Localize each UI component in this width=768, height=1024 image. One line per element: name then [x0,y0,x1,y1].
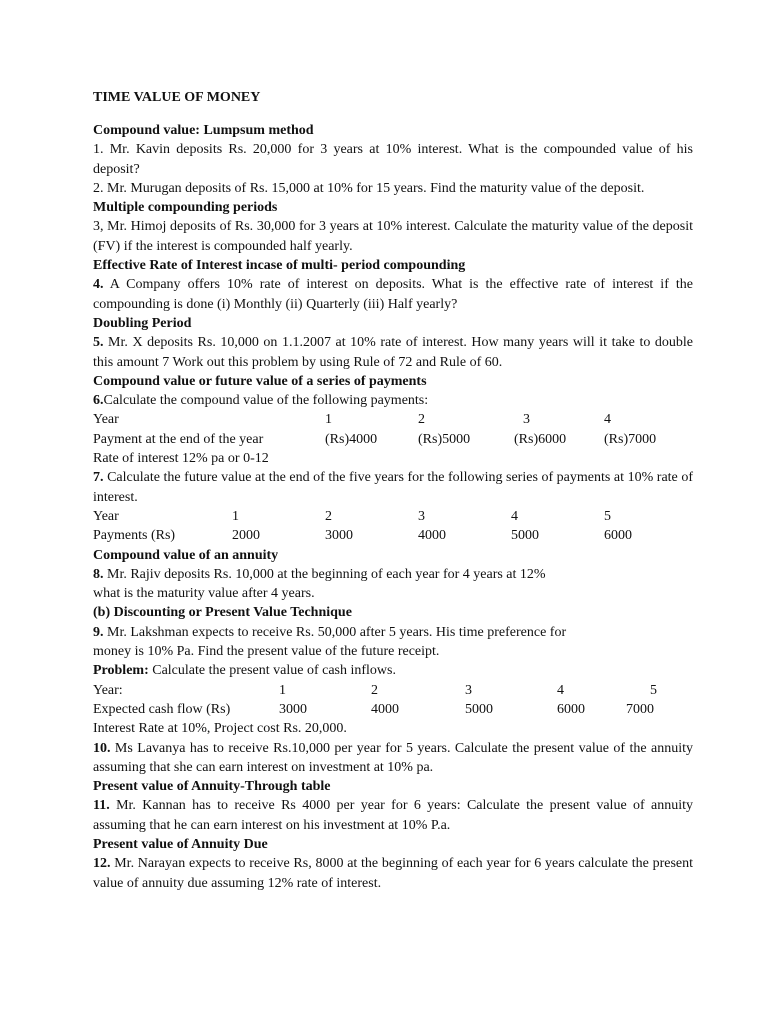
table-cell: 3 [418,508,425,524]
table-cell: Expected cash flow (Rs) [93,701,231,717]
question-6 [93,391,693,410]
table-cell: 7000 [626,701,654,717]
table-cell: 5 [604,508,611,524]
table-cell: 3000 [325,528,353,544]
question-5-number: 5. [93,335,104,351]
question-8-line-2: what is the maturity value after 4 years. [93,586,315,602]
heading-effective-rate: Effective Rate of Interest incase of multi- period compounding [93,258,466,274]
table-cell: 2 [418,412,425,428]
question-8-line-1 [93,565,693,584]
table-cell: Payment at the end of the year [93,431,264,447]
rate-of-interest-note: Rate of interest 12% pa or 0-12 [93,451,269,467]
question-9-line-1 [93,623,693,642]
table-cell: (Rs)4000 [325,431,378,447]
table-cell: (Rs)6000 [514,431,567,447]
question-9-number: 9. [93,624,104,640]
table-cell: 1 [232,508,239,524]
table-cell: 2 [371,682,378,698]
question-6-text: Calculate the compound value of the following payments: [103,393,429,409]
table-cell: 4000 [371,701,399,717]
table-cell: 4000 [418,528,446,544]
question-7-number: 7. [93,470,104,486]
table-cell: 6000 [604,528,632,544]
table-problem-row-cashflow [93,700,693,719]
table-cell: 1 [279,682,286,698]
question-5-text: Mr. X deposits Rs. 10,000 on 1.1.2007 at 10% rate of interest. How many years will it take to double this amount 7 Work out this problem by using Rule of 72 and Rule of 60. [93,335,693,370]
table-7-row-payments [93,526,693,545]
question-12-number: 12. [93,856,111,872]
question-5 [93,333,693,372]
question-12-text: Mr. Narayan expects to receive Rs, 8000 at the beginning of each year for 6 years calculate the present value of annuity due assuming 12% rate of interest. [93,856,693,891]
table-cell: Payments (Rs) [93,528,176,544]
table-cell: Year [93,412,119,428]
table-6-row-payment [93,430,693,449]
document-body [93,88,693,893]
question-9-line-2: money is 10% Pa. Find the present value of the future receipt. [93,644,440,660]
question-11-number: 11. [93,798,110,814]
question-4 [93,275,693,314]
problem-label: Problem: [93,663,149,679]
question-3: 3, Mr. Himoj deposits of Rs. 30,000 for 3 years at 10% interest. Calculate the maturity value of the deposit (FV) if the interest is compounded half yearly. [93,219,693,254]
table-cell: 5000 [511,528,539,544]
table-cell: 2 [325,508,332,524]
table-cell: 4 [557,682,564,698]
table-cell: 1 [325,412,332,428]
question-7-text: Calculate the future value at the end of the five years for the following series of payments at 10% rate of interest. [93,470,693,505]
heading-doubling-period: Doubling Period [93,315,192,331]
table-cell: 6000 [557,701,585,717]
question-10-text: Ms Lavanya has to receive Rs.10,000 per year for 5 years. Calculate the present value of the annuity assuming that she can earn interest on investment at 10% pa. [93,740,693,775]
heading-compound-value-lumpsum: Compound value: Lumpsum method [93,123,314,138]
question-4-number: 4. [93,277,104,293]
table-cell: Year [93,508,119,524]
table-cell: 5000 [465,701,493,717]
table-cell: (Rs)7000 [604,431,657,447]
question-1: 1. Mr. Kavin deposits Rs. 20,000 for 3 years at 10% interest. What is the compounded value of his deposit? [93,142,693,177]
table-cell: 4 [604,412,611,428]
question-6-number: 6. [93,393,104,409]
question-11-text: Mr. Kannan has to receive Rs 4000 per year for 6 years: Calculate the present value of annuity assuming that he can earn interest on his investment at 10% P.a. [93,798,693,833]
table-6-row-year [93,410,693,429]
heading-compound-value-annuity: Compound value of an annuity [93,547,279,563]
question-4-text: A Company offers 10% rate of interest on deposits. What is the effective rate of interest if the compounding is done (i) Monthly (ii) Quarterly (iii) Half yearly? [93,277,693,312]
table-cell: (Rs)5000 [418,431,471,447]
page-title: TIME VALUE OF MONEY [93,90,261,105]
table-cell: 2000 [232,528,260,544]
heading-discounting-present-value: (b) Discounting or Present Value Technique [93,605,352,621]
heading-pv-annuity-due: Present value of Annuity Due [93,836,268,852]
interest-rate-note: Interest Rate at 10%, Project cost Rs. 20,000. [93,721,347,737]
question-11 [93,796,693,835]
table-cell: 4 [511,508,518,524]
question-9-text: Mr. Lakshman expects to receive Rs. 50,000 after 5 years. His time preference for [103,624,567,640]
table-cell: 3 [523,412,530,428]
table-cell: 3 [465,682,472,698]
question-8-text: Mr. Rajiv deposits Rs. 10,000 at the beginning of each year for 4 years at 12% [103,566,546,582]
table-7-row-year [93,507,693,526]
heading-multiple-compounding: Multiple compounding periods [93,200,278,216]
question-8-number: 8. [93,566,104,582]
table-problem-row-year [93,681,693,700]
question-10 [93,739,693,778]
heading-pv-annuity-table: Present value of Annuity-Through table [93,779,331,795]
question-7 [93,468,693,507]
problem [93,661,693,680]
table-cell: 5 [650,682,657,698]
problem-text: Calculate the present value of cash inflows. [148,663,396,679]
question-2: 2. Mr. Murugan deposits of Rs. 15,000 at 10% for 15 years. Find the maturity value of the deposit. [93,180,645,196]
table-cell: Year: [93,682,123,698]
table-cell: 3000 [279,701,307,717]
question-12 [93,854,693,893]
question-10-number: 10. [93,740,111,756]
heading-series-of-payments: Compound value or future value of a series of payments [93,373,427,389]
